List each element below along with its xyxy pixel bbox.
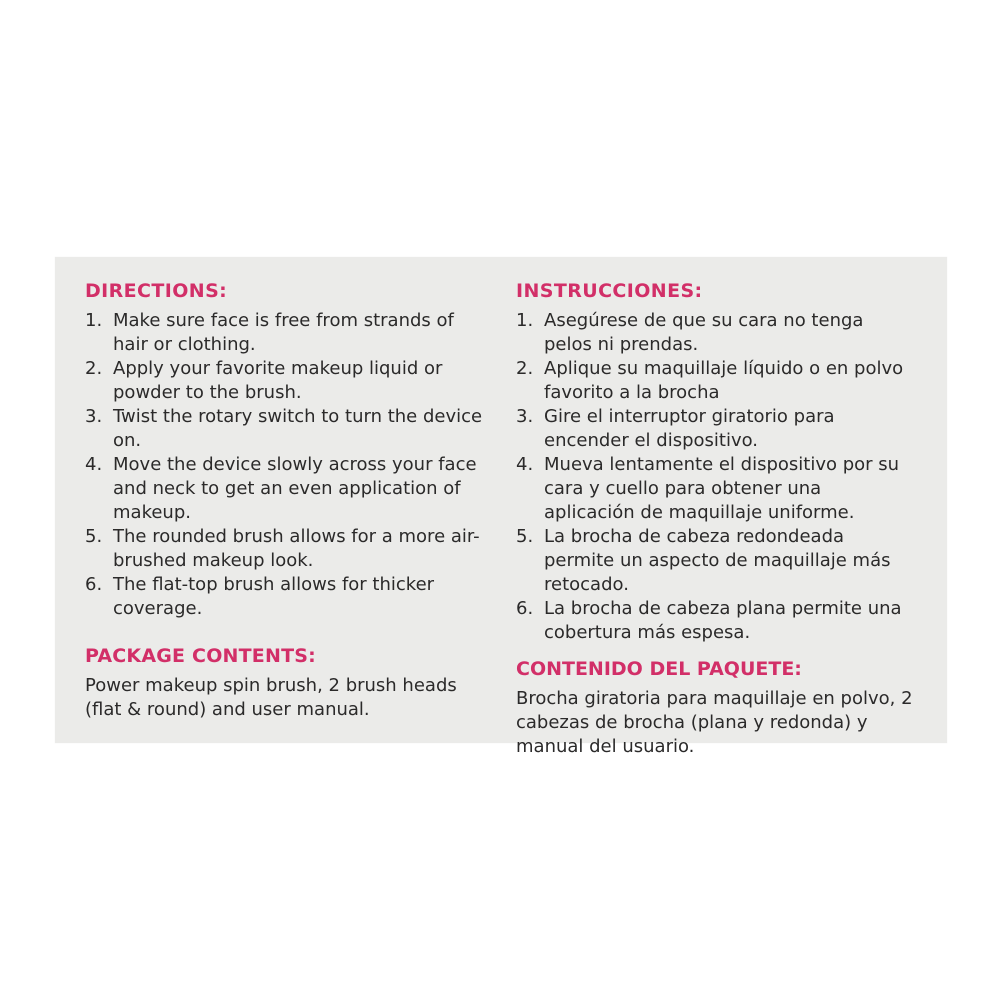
list-item-text: Mueva lentamente el dispositivo por su cara y cuello para obtener una aplicación de maquillaje uniforme. <box>544 454 900 523</box>
list-item-text: Gire el interruptor giratorio para encender el dispositivo. <box>544 406 835 451</box>
list-item <box>516 405 917 453</box>
list-item-number: 4. <box>85 454 103 475</box>
list-item <box>85 573 486 621</box>
list-item <box>516 309 917 357</box>
contenido-paquete-text: Brocha giratoria para maquillaje en polvo, 2 cabezas de brocha (plana y redonda) y manual del usuario. <box>516 688 913 757</box>
list-item <box>516 357 917 405</box>
list-item-text: Move the device slowly across your face and neck to get an even application of makeup. <box>113 454 477 523</box>
list-item-text: La brocha de cabeza redondeada permite un aspecto de maquillaje más retocado. <box>544 526 891 595</box>
list-item-text: Asegúrese de que su cara no tenga pelos ni prendas. <box>544 310 864 355</box>
list-item-number: 3. <box>516 406 534 427</box>
list-item-number: 6. <box>516 598 534 619</box>
list-item-text: La brocha de cabeza plana permite una cobertura más espesa. <box>544 598 902 643</box>
directions-column-english <box>85 280 486 743</box>
list-item <box>85 309 486 357</box>
instructions-column-spanish <box>516 280 917 757</box>
list-item-number: 5. <box>85 526 103 547</box>
list-item-number: 2. <box>516 358 534 379</box>
list-item-number: 5. <box>516 526 534 547</box>
list-item-text: The rounded brush allows for a more air-brushed makeup look. <box>113 526 480 571</box>
list-item-number: 2. <box>85 358 103 379</box>
directions-heading: DIRECTIONS: <box>85 280 228 302</box>
list-item-text: Aplique su maquillaje líquido o en polvo favorito a la brocha <box>544 358 904 403</box>
instrucciones-heading: INSTRUCCIONES: <box>516 280 703 302</box>
list-item-text: Make sure face is free from strands of hair or clothing. <box>113 310 454 355</box>
contenido-paquete-heading: CONTENIDO DEL PAQUETE: <box>516 658 802 680</box>
list-item <box>516 453 917 525</box>
instrucciones-list <box>516 309 917 645</box>
list-item-text: Twist the rotary switch to turn the device on. <box>113 406 483 451</box>
list-item <box>85 357 486 405</box>
list-item-number: 6. <box>85 574 103 595</box>
list-item <box>85 405 486 453</box>
list-item-number: 4. <box>516 454 534 475</box>
packaging-panel <box>55 257 947 757</box>
list-item <box>85 525 486 573</box>
list-item-text: Apply your favorite makeup liquid or powder to the brush. <box>113 358 443 403</box>
list-item <box>516 597 917 645</box>
package-contents-heading: PACKAGE CONTENTS: <box>85 645 316 667</box>
list-item-number: 1. <box>516 310 534 331</box>
list-item-number: 1. <box>85 310 103 331</box>
list-item-text: The flat-top brush allows for thicker coverage. <box>113 574 435 619</box>
list-item <box>85 453 486 525</box>
list-item-number: 3. <box>85 406 103 427</box>
list-item <box>516 525 917 597</box>
directions-list <box>85 309 486 621</box>
package-contents-text: Power makeup spin brush, 2 brush heads (flat & round) and user manual. <box>85 675 457 720</box>
